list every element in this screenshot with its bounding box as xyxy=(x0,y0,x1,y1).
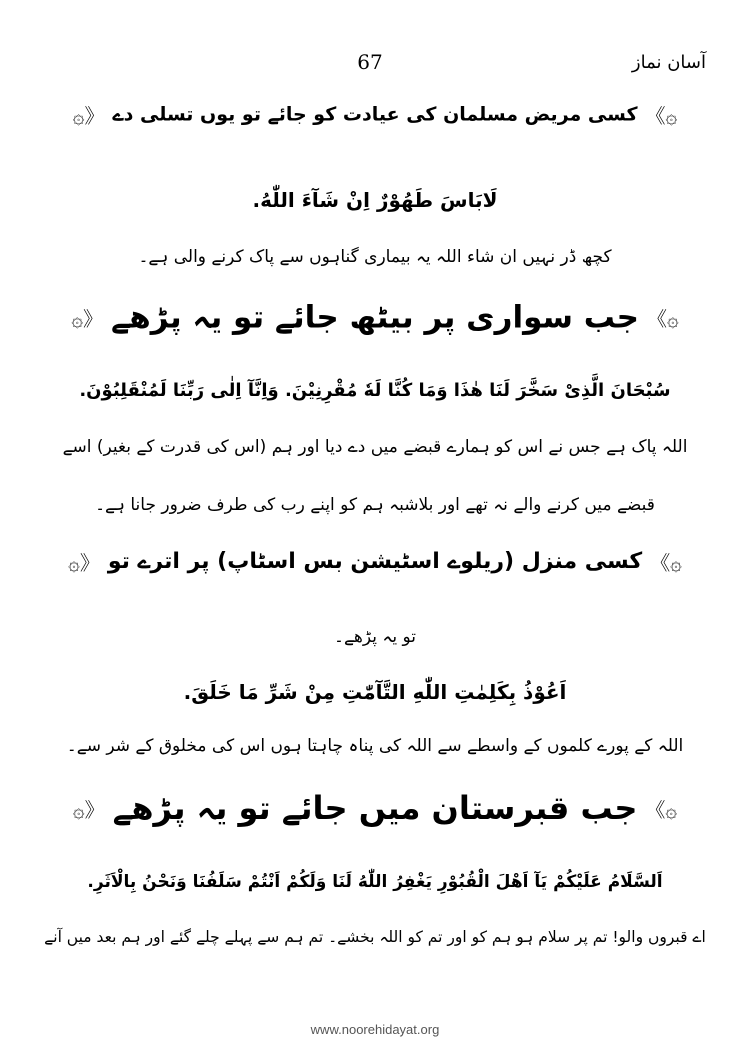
urdu-intro-line: تو یہ پڑھے۔ xyxy=(333,627,416,647)
heading-text: کسی منزل (ریلوے اسٹیشن بس اسٹاپ) پر اترے تو xyxy=(107,549,643,574)
ornament-right-icon: ۞》 xyxy=(645,104,678,128)
arabic-dua-line: سُبْحَانَ الَّذِیْ سَخَّرَ لَنَا هٰذَا وَمَا كُنَّا لَهٗ مُقْرِنِیْنَ. وَاِنَّآ اِلٰى رَبِّنَا لَمُنْقَلِبُوْنَ. xyxy=(79,380,671,401)
urdu-translation-line: کچھ ڈر نہیں ان شاء اللہ یہ بیماری گناہوں سے پاک کرنے والی ہے۔ xyxy=(138,247,612,267)
urdu-translation-line: قبضے میں کرنے والے نہ تھے اور بلاشبہ ہم کو اپنے رب کی طرف ضرور جانا ہے۔ xyxy=(95,495,655,515)
book-title: آسان نماز xyxy=(631,52,706,73)
urdu-translation-line: اللہ کے پورے کلموں کے واسطے سے اللہ کی پناہ چاہتا ہوں اس کی مخلوق کے شر سے۔ xyxy=(66,736,684,756)
heading-text: جب سواری پر بیٹھ جائے تو یہ پڑھے xyxy=(111,299,639,336)
ornament-left-icon: 《۞ xyxy=(71,307,104,331)
urdu-translation-line: اللہ پاک ہے جس نے اس کو ہمارے قبضے میں دے دیا اور ہم (اس کی قدرت کے بغیر) اسے xyxy=(62,437,688,457)
urdu-translation-line: اے قبروں والو! تم پر سلام ہو ہم کو اور تم کو اللہ بخشے۔ تم ہم سے پہلے چلے گئے اور ہم بعد میں آنے xyxy=(44,928,706,946)
ornament-right-icon: ۞》 xyxy=(645,797,678,822)
section-heading-riding xyxy=(60,298,690,336)
ornament-left-icon: 《۞ xyxy=(68,551,100,575)
page-number: 67 xyxy=(357,50,383,74)
ornament-left-icon: 《۞ xyxy=(72,797,105,822)
ornament-right-icon: ۞》 xyxy=(646,307,679,331)
section-heading-graveyard xyxy=(60,787,690,827)
website-footer: www.noorehidayat.org xyxy=(310,1022,440,1037)
arabic-dua-line: اَلسَّلَامُ عَلَيْكُمْ يَآ اَهْلَ الْقُبُوْرِ يَغْفِرُ اللّٰهُ لَنَا وَلَكُمْ اَنْتُمْ سَلَفُنَا وَنَحْنُ بِالْاَثَرِ. xyxy=(87,872,663,892)
ornament-left-icon: 《۞ xyxy=(72,104,105,128)
heading-text: کسی مریض مسلمان کی عیادت کو جائے تو یوں تسلی دے xyxy=(112,103,638,126)
section-heading-visiting-sick xyxy=(60,100,690,129)
arabic-dua-line: اَعُوْذُ بِكَلِمٰتِ اللّٰهِ التَّآمّٰتِ مِنْ شَرِّ مَا خَلَقَ. xyxy=(183,680,567,704)
section-heading-arriving-destination xyxy=(60,547,690,576)
arabic-dua-line: لَابَاسَ طَهُوْرٌ اِنْ شَآءَ اللّٰهُ. xyxy=(252,188,498,212)
ornament-right-icon: ۞》 xyxy=(650,551,682,575)
heading-text: جب قبرستان میں جائے تو یہ پڑھے xyxy=(112,789,638,827)
